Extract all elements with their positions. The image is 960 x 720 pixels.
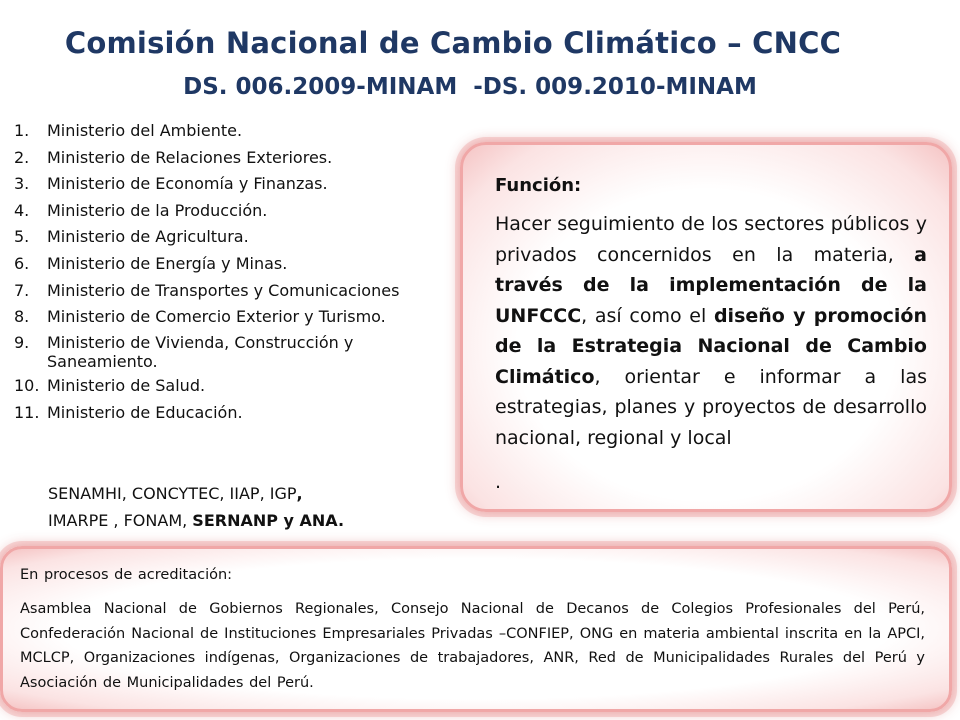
list-item: 2. Ministerio de Relaciones Exteriores. [14,147,333,167]
list-item: 4. Ministerio de la Producción. [14,200,268,220]
list-item: 7. Ministerio de Transportes y Comunicaciones [14,280,400,300]
list-item: 5. Ministerio de Agricultura. [14,227,249,247]
agencies-line-1: SENAMHI, CONCYTEC, IIAP, IGP, [48,484,303,503]
list-item: 11. Ministerio de Educación. [14,402,243,422]
list-item: 9. Ministerio de Vivienda, Construcción y Saneamiento. [14,332,354,371]
agencies-line-2: IMARPE , FONAM, SERNANP y ANA. [48,511,345,530]
accreditation-text: Asamblea Nacional de Gobiernos Regionales, Consejo Nacional de Decanos de Colegios Profesionales del Perú, Confederación Nacional de Instituciones Empresariales Privadas –CONFIEP, ONG en materia ambiental inscrita en la APCI, MCLCP, Organizaciones indígenas, Organizaciones de trabajadores, ANR, Red de Municipalidades Rurales del Perú y Asociación de Municipalidades del Perú. [20,601,925,691]
function-panel [460,142,952,512]
function-heading: Función: [495,175,582,196]
list-item: 1. Ministerio del Ambiente. [14,121,243,140]
list-item: 8. Ministerio de Comercio Exterior y Turismo. [14,307,386,327]
page-title: Comisión Nacional de Cambio Climático – CNCC [64,26,842,60]
accreditation-panel [0,546,952,712]
list-item: 10. Ministerio de Salud. [14,376,206,396]
accreditation-heading: En procesos de acreditación: [20,567,233,583]
function-description: Hacer seguimiento de los sectores públicos y privados concernidos en la materia, a través de la implementación de la UNFCCC, así como el diseño y promoción de la Estrategia Nacional de Cambio Climático, orientar e informar a las estrategias, planes y proyectos de desarrollo nacional, regional y local [495,213,927,449]
list-item: 6. Ministerio de Energía y Minas. [14,253,288,273]
list-item: 3. Ministerio de Economía y Finanzas. [14,174,328,194]
agencies-list [48,480,344,534]
ministry-list [14,120,474,429]
function-trailing-dot: . [495,471,502,493]
decree-subtitle: DS. 006.2009-MINAM -DS. 009.2010-MINAM [183,74,757,100]
